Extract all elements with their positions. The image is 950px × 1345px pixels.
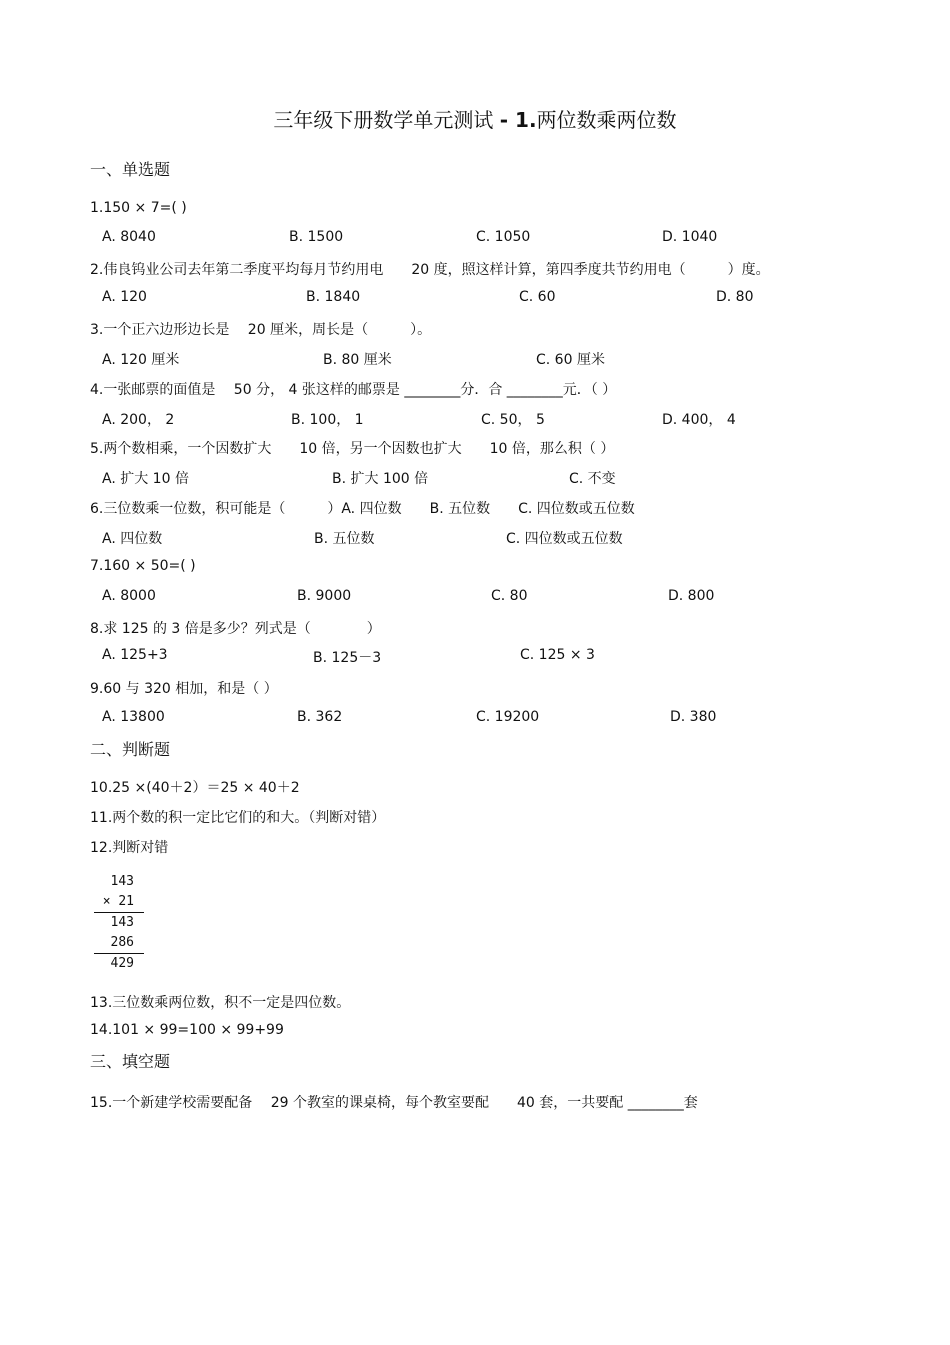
options-9 — [0, 709, 950, 729]
question-11: 11.两个数的积一定比它们的和大。（判断对错） — [90, 810, 386, 826]
question-5: 5.两个数相乘，一个因数扩大 10 倍，另一个因数也扩大 10 倍，那么积（ ） — [90, 441, 615, 457]
options-5 — [0, 468, 950, 488]
option-b[interactable]: B. 100， 1 — [291, 412, 364, 428]
option-a[interactable]: A. 200， 2 — [102, 412, 175, 428]
question-4: 4.一张邮票的面值是 50 分， 4 张这样的邮票是 ________分．合 ________元．（ ） — [90, 382, 617, 398]
option-c[interactable]: C. 80 — [491, 588, 528, 604]
option-a[interactable]: A. 扩大 10 倍 — [102, 471, 189, 487]
options-1 — [0, 229, 950, 249]
option-b[interactable]: B. 362 — [297, 709, 343, 725]
calc-line: × 21 — [94, 892, 144, 913]
option-b[interactable]: B. 五位数 — [314, 531, 375, 547]
option-c[interactable]: C. 不变 — [569, 471, 616, 487]
multiplication-work — [94, 872, 144, 974]
option-b[interactable]: B. 1840 — [306, 289, 361, 305]
option-c[interactable]: C. 1050 — [476, 229, 531, 245]
calc-line: 286 — [94, 933, 144, 954]
calc-line: 143 — [110, 915, 134, 930]
option-b[interactable]: B. 125－3 — [313, 650, 382, 666]
option-c[interactable]: C. 19200 — [476, 709, 540, 725]
question-13: 13.三位数乘两位数，积不一定是四位数。 — [90, 995, 351, 1011]
options-2 — [0, 289, 950, 309]
question-7: 7.160 × 50=( ) — [90, 558, 196, 574]
option-c[interactable]: C. 60 — [519, 289, 556, 305]
options-3 — [0, 349, 950, 369]
section-true-false: 二、判断题 — [90, 740, 171, 759]
option-c[interactable]: C. 50， 5 — [481, 412, 545, 428]
question-3: 3.一个正六边形边长是 20 厘米，周长是（ ）。 — [90, 322, 432, 338]
option-d[interactable]: D. 80 — [716, 289, 754, 305]
option-b[interactable]: B. 1500 — [289, 229, 344, 245]
option-b[interactable]: B. 80 厘米 — [323, 352, 392, 368]
question-14: 14.101 × 99=100 × 99+99 — [90, 1022, 284, 1038]
option-d[interactable]: D. 400， 4 — [662, 412, 736, 428]
title-dash: - 1. — [499, 108, 537, 132]
question-10: 10.25 ×(40＋2）＝25 × 40＋2 — [90, 780, 300, 796]
title-main: 三年级下册数学单元测试 — [273, 108, 494, 132]
option-a[interactable]: A. 125+3 — [102, 647, 168, 663]
question-8: 8.求 125 的 3 倍是多少？列式是（ ） — [90, 621, 381, 637]
question-6: 6.三位数乘一位数，积可能是（ ）A. 四位数 B. 五位数 C. 四位数或五位数 — [90, 501, 635, 517]
option-c[interactable]: C. 125 × 3 — [520, 647, 595, 663]
option-a[interactable]: A. 120 — [102, 289, 147, 305]
options-4 — [0, 409, 950, 429]
option-a[interactable]: A. 120 厘米 — [102, 352, 180, 368]
option-d[interactable]: D. 1040 — [662, 229, 718, 245]
option-a[interactable]: A. 8040 — [102, 229, 156, 245]
option-c[interactable]: C. 四位数或五位数 — [506, 531, 623, 547]
page-title — [0, 104, 950, 133]
option-b[interactable]: B. 扩大 100 倍 — [332, 471, 429, 487]
question-15: 15.一个新建学校需要配备 29 个教室的课桌椅，每个教室要配 40 套，一共要配 ________套 — [90, 1095, 698, 1111]
calc-line: 429 — [110, 956, 134, 971]
option-c[interactable]: C. 60 厘米 — [536, 352, 605, 368]
section-single-choice: 一、单选题 — [90, 160, 171, 179]
question-9: 9.60 与 320 相加，和是（ ） — [90, 681, 278, 697]
options-8 — [0, 647, 950, 667]
question-1: 1.150 × 7=( ) — [90, 200, 187, 216]
options-7 — [0, 588, 950, 608]
option-d[interactable]: D. 380 — [670, 709, 717, 725]
option-a[interactable]: A. 13800 — [102, 709, 165, 725]
section-fill-blank: 三、填空题 — [90, 1052, 171, 1071]
question-12: 12.判断对错 — [90, 840, 169, 856]
options-6 — [0, 528, 950, 548]
question-2: 2.伟良钨业公司去年第二季度平均每月节约用电 20 度，照这样计算，第四季度共节约用电（ ）度。 — [90, 262, 770, 278]
calc-line: 143 — [110, 874, 134, 889]
option-a[interactable]: A. 8000 — [102, 588, 156, 604]
option-d[interactable]: D. 800 — [668, 588, 715, 604]
option-a[interactable]: A. 四位数 — [102, 531, 163, 547]
option-b[interactable]: B. 9000 — [297, 588, 352, 604]
title-sub: 两位数乘两位数 — [536, 108, 677, 132]
